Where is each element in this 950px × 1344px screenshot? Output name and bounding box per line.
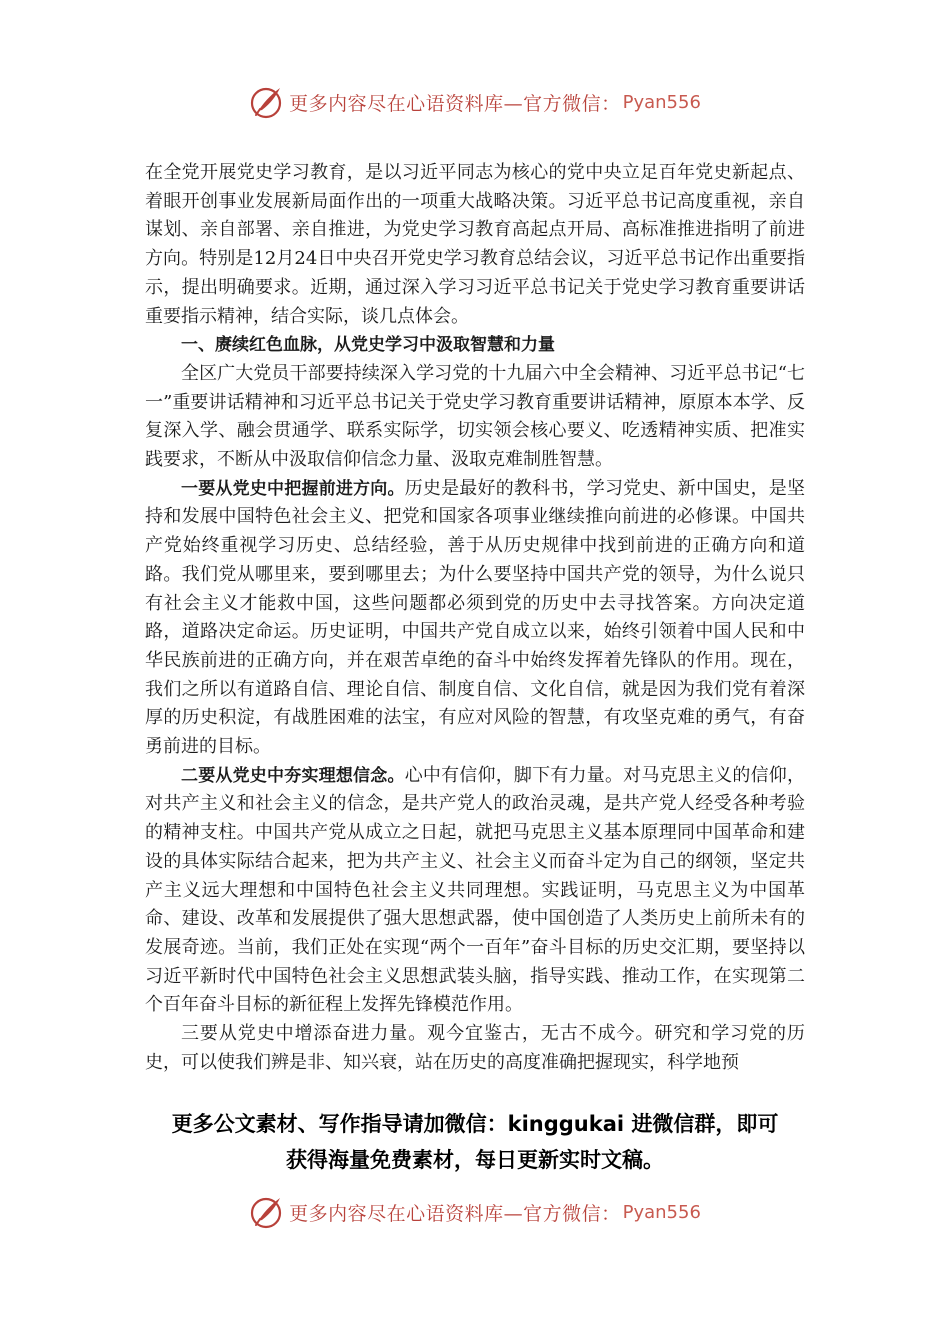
point-one-lead: 一要从党史中把握前进方向。 <box>181 478 405 499</box>
promo-line-2: 获得海量免费素材，每日更新实时文稿。 <box>286 1148 664 1172</box>
point-two-paragraph <box>145 762 805 1020</box>
point-one-paragraph <box>145 475 805 762</box>
promo-line-1: 更多公文素材、写作指导请加微信：kinggukai 进微信群，即可 <box>171 1112 779 1136</box>
watermark-wechat-id: Pyan556 <box>622 1201 701 1223</box>
quill-pen-icon <box>249 84 285 120</box>
watermark-wechat-id: Pyan556 <box>622 91 701 113</box>
document-body <box>145 159 805 1078</box>
quill-pen-icon <box>249 1194 285 1230</box>
promo-text <box>0 1106 950 1178</box>
footer-watermark <box>0 1190 950 1234</box>
intro-paragraph: 在全党开展党史学习教育，是以习近平同志为核心的党中央立足百年党史新起点、着眼开创事业发展新局面作出的一项重大战略决策。习近平总书记高度重视，亲自谋划、亲自部署、亲自推进，为党史学习教育高起点开局、高标准推进指明了前进方向。特别是12月24日中央召开党史学习教育总结会议，习近平总书记作出重要指示，提出明确要求。近期，通过深入学习习近平总书记关于党史学习教育重要讲话重要指示精神，结合实际，谈几点体会。 <box>145 162 805 327</box>
point-three-paragraph: 三要从党史中增添奋进力量。观今宜鉴古，无古不成今。研究和学习党的历史，可以使我们辨是非、知兴衰，站在历史的高度准确把握现实，科学地预 <box>145 1023 805 1073</box>
header-watermark <box>0 80 950 124</box>
section-heading: 一、赓续红色血脉，从党史学习中汲取智慧和力量 <box>181 335 555 356</box>
watermark-text: 更多内容尽在心语资料库—官方微信： <box>289 1202 621 1225</box>
point-two-lead: 二要从党史中夯实理想信念。 <box>181 765 405 786</box>
section-paragraph: 全区广大党员干部要持续深入学习党的十九届六中全会精神、习近平总书记“七一”重要讲话精神和习近平总书记关于党史学习教育重要讲话精神，原原本本学、反复深入学、融会贯通学、联系实际学，切实领会核心要义、吃透精神实质、把准实践要求，不断从中汲取信仰信念力量、汲取克难制胜智慧。 <box>145 362 805 471</box>
point-one-body: 历史是最好的教科书，学习党史、新中国史，是坚持和发展中国特色社会主义、把党和国家各项事业继续推向前进的必修课。中国共产党始终重视学习历史、总结经验，善于从历史规律中找到前进的正确方向和道路。我们党从哪里来，要到哪里去；为什么要坚持中国共产党的领导，为什么说只有社会主义才能救中国，这些问题都必须到党的历史中去寻找答案。方向决定道路，道路决定命运。历史证明，中国共产党自成立以来，始终引领着中国人民和中华民族前进的正确方向，并在艰苦卓绝的奋斗中始终发挥着先锋队的作用。现在，我们之所以有道路自信、理论自信、制度自信、文化自信，就是因为我们党有着深厚的历史积淀，有战胜困难的法宝，有应对风险的智慧，有攻坚克难的勇气，有奋勇前进的目标。 <box>145 477 806 758</box>
point-two-body: 心中有信仰，脚下有力量。对马克思主义的信仰，对共产主义和社会主义的信念，是共产党人的政治灵魂，是共产党人经受各种考验的精神支柱。中国共产党从成立之日起，就把马克思主义基本原理同中国革命和建设的具体实际结合起来，把为共产主义、社会主义而奋斗定为自己的纲领，坚定共产主义远大理想和中国特色社会主义共同理想。实践证明，马克思主义为中国革命、建设、改革和发展提供了强大思想武器，使中国创造了人类历史上前所未有的发展奇迹。当前，我们正处在实现“两个一百年”奋斗目标的历史交汇期，要坚持以习近平新时代中国特色社会主义思想武装头脑，指导实践、推动工作，在实现第二个百年奋斗目标的新征程上发挥先锋模范作用。 <box>145 764 806 1016</box>
watermark-text: 更多内容尽在心语资料库—官方微信： <box>289 92 621 115</box>
